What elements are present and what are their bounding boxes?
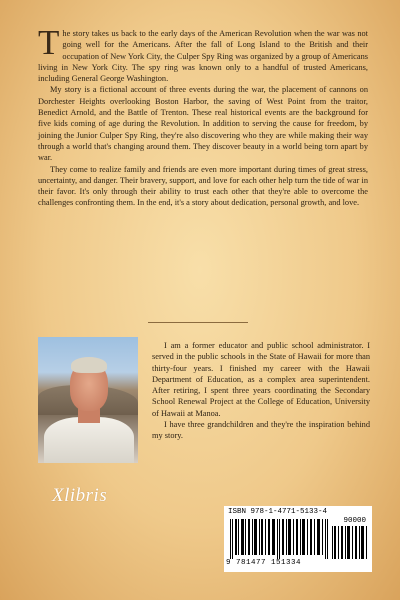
publisher-logo-text: Xlibris <box>52 485 108 506</box>
isbn-barcode-icon <box>230 519 328 559</box>
price-barcode-icon <box>332 526 368 559</box>
drop-cap: T <box>38 23 60 62</box>
author-bio-paragraph-2: I have three grandchildren and they're the inspiration behind my story. <box>152 420 370 441</box>
author-bio <box>152 340 370 442</box>
author-photo <box>38 337 138 463</box>
synopsis-paragraph-2: My story is a fictional account of three events during the war, the placement of cannons on Dorchester Heights overlooking Boston Harbor, the saving of West Point from the traitor, Benedict Arnold, and the Battle of Trenton. These real historical events are the background for five kids coming of age during the Revolution. In addition to serving the cause for freedom, by joining the Junior Culper Spy Ring, they're also discovering who they are while making their way through a world that's changing around them. They discover beauty in a world being torn apart by war. <box>38 85 368 163</box>
back-cover-synopsis <box>38 23 368 209</box>
synopsis-paragraph-1-text: he story takes us back to the early days of the American Revolution when the war was not going well for the Americans. After the fall of Long Island to the British and their occupation of New York City, the Culper Spy Ring was organized by a group of Americans living in New York City. The spy ring was known only to a handful of trusted Americans, including General George Washington. <box>38 29 368 84</box>
author-bio-paragraph-1: I am a former educator and public school administrator. I served in the public schools in the State of Hawaii for more than thirty-four years. I finished my career with the Hawaii Department of Education, as a complex area superintendent. After retiring, I spent three years coordinating the Secondary School Renewal Project at the College of Education, University of Hawaii at Manoa. <box>152 341 370 418</box>
publisher-logo <box>52 485 118 515</box>
photo-shirt <box>44 417 134 463</box>
isbn-label: ISBN 978-1-4771-5133-4 <box>228 508 328 516</box>
synopsis-paragraph-3: They come to realize family and friends are even more important during times of great stress, uncertainty, and danger. Their bravery, support, and love for each other help turn the tide of war in their favor. It's only through their ability to trust each other that they're able to overcome the challenges confronting them. In the end, it's a story about dedication, personal growth, and love. <box>38 164 368 208</box>
barcode-digits: 9 781477 151334 <box>226 559 302 567</box>
section-divider <box>148 322 248 323</box>
barcode-panel <box>224 506 372 572</box>
price-code: 90000 <box>343 517 366 525</box>
synopsis-paragraph-1 <box>38 23 368 84</box>
photo-hair <box>71 357 107 373</box>
